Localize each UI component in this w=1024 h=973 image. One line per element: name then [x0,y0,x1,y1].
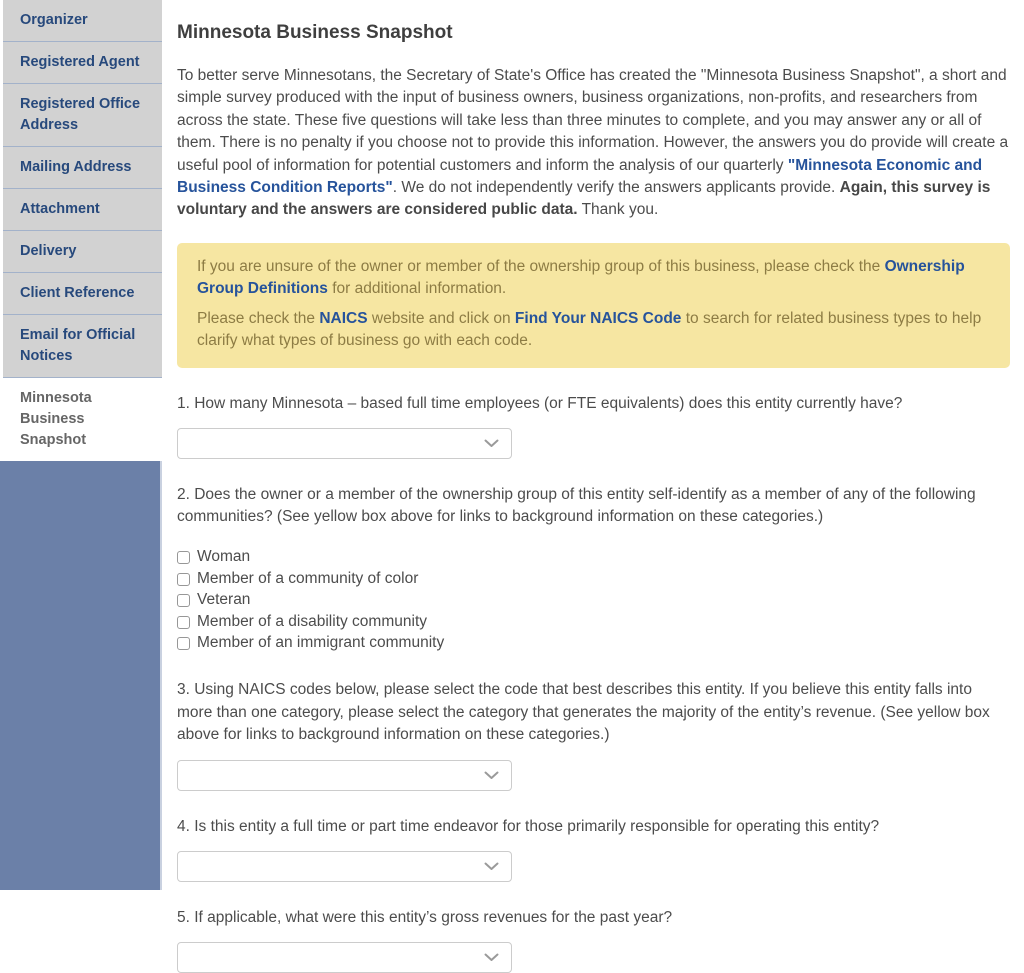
notice-box [177,243,1010,368]
sidebar-item-delivery[interactable]: Delivery [3,231,162,273]
notice-text-middle: website and click on [367,310,515,328]
checkbox-row-veteran[interactable] [177,590,1010,612]
checkbox-veteran[interactable] [177,594,190,607]
economic-reports-link[interactable]: "Minnesota Economic and Business Condition Reports" [177,156,983,197]
sidebar-item-mailing-address[interactable]: Mailing Address [3,147,162,189]
main-content [162,0,1024,926]
checkbox-label: Member of a community of color [197,569,419,587]
question-1 [177,393,1010,459]
sidebar-item-organizer[interactable]: Organizer [3,0,162,42]
checkbox-row-woman[interactable] [177,547,1010,569]
intro-text-after-link: . We do not independently verify the answers applicants provide. [392,179,840,197]
q4-fulltime-parttime-select[interactable] [177,851,512,882]
sidebar-item-attachment[interactable]: Attachment [3,189,162,231]
chevron-down-icon [484,953,499,962]
question-4 [177,816,1010,882]
question-4-label: 4. Is this entity a full time or part time endeavor for those primarily responsible for operating this entity? [177,817,880,835]
question-2 [177,484,1010,654]
checkbox-row-disability[interactable] [177,611,1010,633]
notice-text-end: to search for related business types to help clarify what types of business go with each code. [197,310,982,350]
question-2-label: 2. Does the owner or a member of the ownership group of this entity self-identify as a member of any of the following communities? (See yellow box above for links to background information on these categories.) [177,486,976,526]
question-3-label: 3. Using NAICS codes below, please select the code that best describes this entity. If you believe this entity falls into more than one category, please select the category that generates the majority of the entity’s revenue. (See yellow box above for links to background information on these categories.) [177,681,990,744]
notice-text-2: Please check the [197,310,320,328]
sidebar-item-registered-agent[interactable]: Registered Agent [3,42,162,84]
q3-naics-select[interactable] [177,760,512,791]
intro-bold-text: Again, this survey is voluntary and the answers are considered public data. [177,179,991,219]
chevron-down-icon [484,439,499,448]
sidebar-item-client-reference[interactable]: Client Reference [3,273,162,315]
checkbox-label: Veteran [197,591,251,609]
sidebar [0,0,162,890]
checkbox-label: Member of an immigrant community [197,634,445,652]
checkbox-label: Member of a disability community [197,612,427,630]
intro-text: To better serve Minnesotans, the Secretary of State's Office has created the "Minnesota Business Snapshot", a short and simple survey produced with the input of business owners, business organizations, non-profits, and researchers from across the state. These five questions will take less than three minutes to complete, and you may answer any or all of them. There is no penalty if you choose not to provide this information. However, the answers you do provide will create a useful pool of information for potential customers and inform the analysis of our quarterly [177,67,1009,174]
chevron-down-icon [484,771,499,780]
naics-link[interactable]: NAICS [319,310,368,328]
checkbox-immigrant[interactable] [177,637,190,650]
checkbox-disability[interactable] [177,616,190,629]
question-2-options [177,547,1010,655]
notice-text-after: for additional information. [327,280,507,298]
intro-text-end: Thank you. [577,201,659,219]
find-your-naics-code-link[interactable]: Find Your NAICS Code [514,310,682,328]
checkbox-woman[interactable] [177,551,190,564]
page-title: Minnesota Business Snapshot [177,22,453,43]
sidebar-item-minnesota-business-snapshot[interactable]: Minnesota Business Snapshot [3,378,162,461]
question-3 [177,679,1010,790]
notice-text: If you are unsure of the owner or member of the ownership group of this business, please check the [197,257,885,275]
question-1-label: 1. How many Minnesota – based full time employees (or FTE equivalents) does this entity currently have? [177,394,903,412]
sidebar-item-email-for-official-notices[interactable]: Email for Official Notices [3,315,162,378]
q5-gross-revenues-select[interactable] [177,942,512,973]
intro-paragraph [177,65,1010,222]
notice-paragraph-naics [197,308,990,352]
notice-paragraph-ownership [197,256,990,300]
sidebar-filler [0,461,162,890]
q1-employees-select[interactable] [177,428,512,459]
checkbox-row-community-of-color[interactable] [177,568,1010,590]
checkbox-row-immigrant[interactable] [177,633,1010,655]
chevron-down-icon [484,862,499,871]
checkbox-label: Woman [197,548,251,566]
question-5-label: 5. If applicable, what were this entity’s gross revenues for the past year? [177,909,673,926]
checkbox-community-of-color[interactable] [177,573,190,586]
sidebar-item-registered-office-address[interactable]: Registered Office Address [3,84,162,147]
question-5 [177,907,1010,973]
ownership-group-definitions-link[interactable]: Ownership Group Definitions [197,257,965,298]
